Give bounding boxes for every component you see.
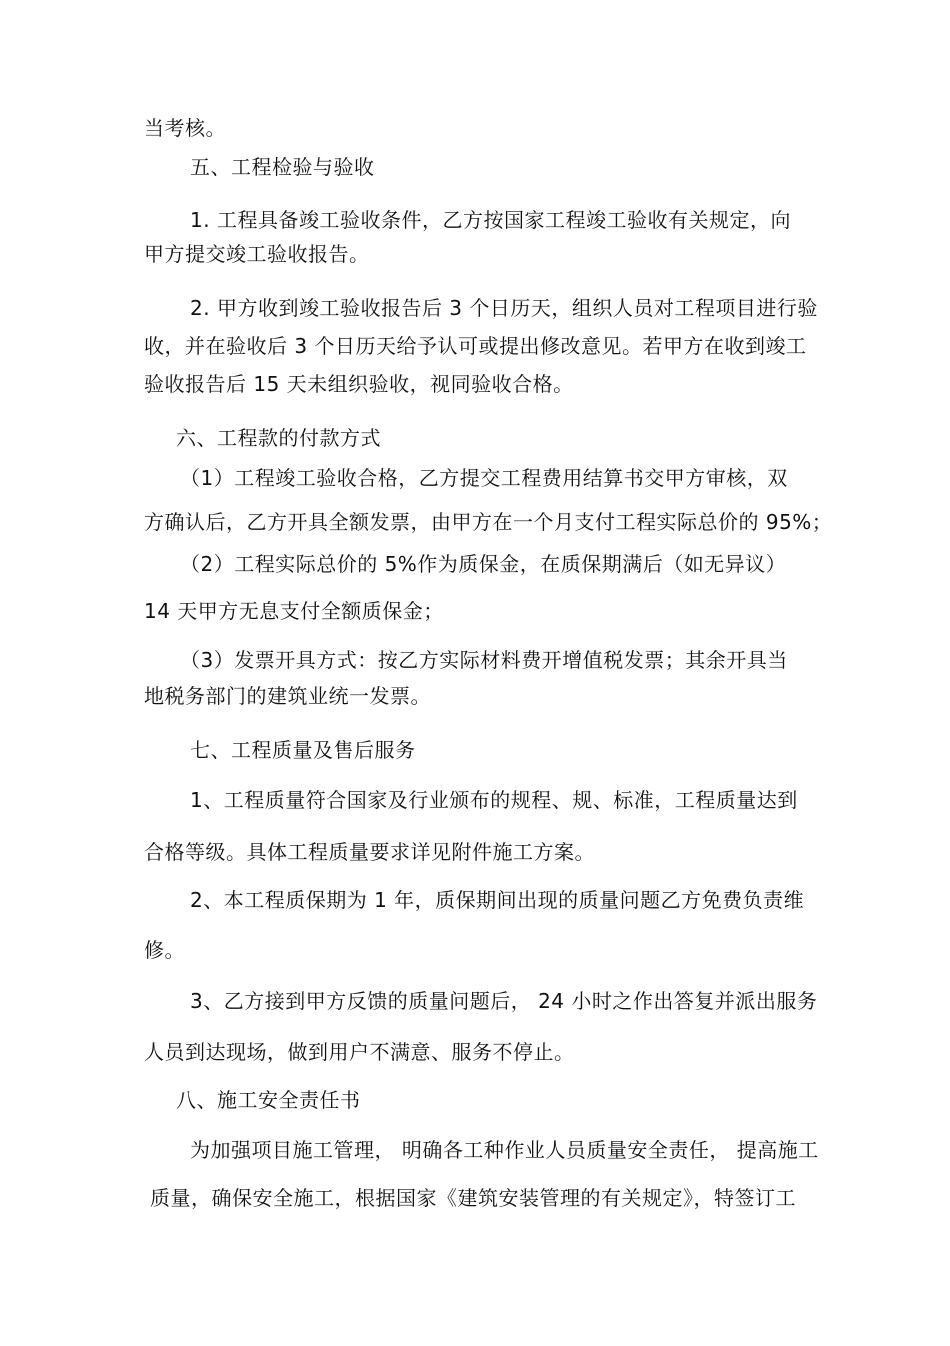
text-line-18: 2、本工程质保期为 1 年，质保期间出现的质量问题乙方免费负责维 (190, 888, 805, 912)
text-line-16: 1、工程质量符合国家及行业颁布的规程、规、标准，工程质量达到 (190, 788, 798, 812)
text-line-4: 甲方提交竣工验收报告。 (144, 242, 370, 266)
text-line-11: （2）工程实际总价的 5%作为质保金，在质保期满后（如无异议） (180, 552, 787, 576)
text-line-1: 当考核。 (144, 116, 226, 140)
text-line-10: 方确认后，乙方开具全额发票，由甲方在一个月支付工程实际总价的 95%； (144, 510, 833, 534)
section-heading-6: 六、工程款的付款方式 (176, 426, 381, 450)
text-line-21: 人员到达现场，做到用户不满意、服务不停止。 (144, 1040, 575, 1064)
text-line-13: （3）发票开具方式：按乙方实际材料费开增值税发票；其余开具当 (180, 648, 788, 672)
text-line-5: 2. 甲方收到竣工验收报告后 3 个日历天，组织人员对工程项目进行验 (190, 296, 818, 320)
text-line-3: 1. 工程具备竣工验收条件，乙方按国家工程竣工验收有关规定，向 (190, 208, 791, 232)
text-line-12: 14 天甲方无息支付全额质保金； (144, 599, 444, 623)
text-line-19: 修。 (144, 938, 185, 962)
text-line-17: 合格等级。具体工程质量要求详见附件施工方案。 (144, 840, 595, 864)
text-line-6: 收，并在验收后 3 个日历天给予认可或提出修改意见。若甲方在收到竣工 (144, 334, 807, 358)
text-line-24: 质量，确保安全施工，根据国家《建筑安装管理的有关规定》，特签订工 (150, 1186, 796, 1210)
text-line-7: 验收报告后 15 天未组织验收，视同验收合格。 (144, 372, 574, 396)
text-line-23: 为加强项目施工管理， 明确各工种作业人员质量安全责任， 提高施工 (190, 1138, 819, 1162)
text-line-20: 3、乙方接到甲方反馈的质量问题后， 24 小时之作出答复并派出服务 (190, 989, 818, 1013)
section-heading-7: 七、工程质量及售后服务 (190, 738, 416, 762)
text-line-14: 地税务部门的建筑业统一发票。 (144, 684, 431, 708)
section-heading-5: 五、工程检验与验收 (190, 155, 375, 179)
text-line-9: （1）工程竣工验收合格，乙方提交工程费用结算书交甲方审核，双 (180, 466, 788, 490)
section-heading-8: 八、施工安全责任书 (176, 1088, 361, 1112)
